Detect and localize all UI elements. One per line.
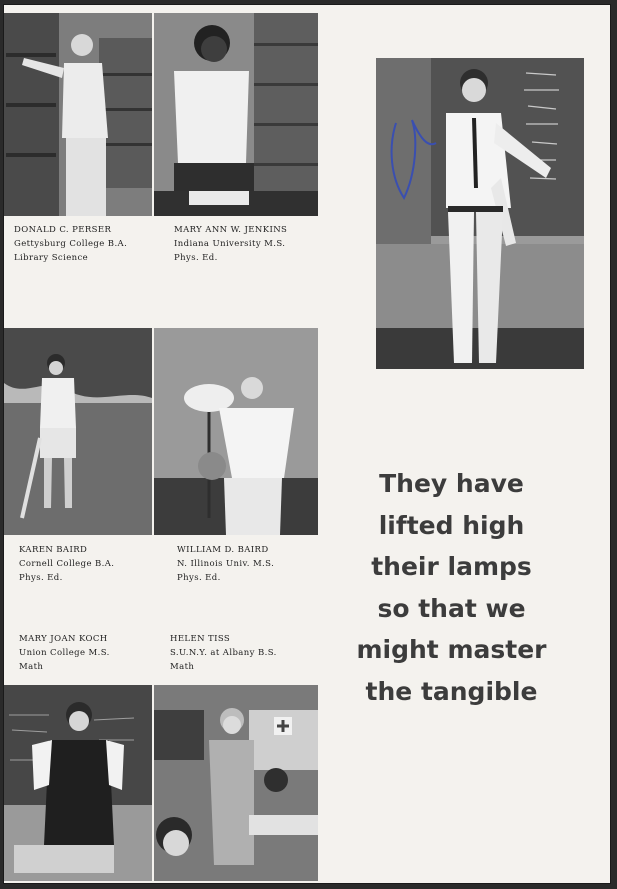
faculty-subject: Library Science — [14, 253, 89, 263]
quote-text — [344, 463, 559, 712]
faculty-school: Cornell College B.A. — [19, 559, 115, 569]
photo-donald-perser — [4, 13, 152, 216]
photo-karen-baird — [4, 328, 152, 535]
caption-mary-ann-jenkins — [174, 223, 287, 265]
quote-line: their lamps — [371, 552, 532, 581]
faculty-name: MARY JOAN KOCH — [19, 634, 108, 644]
photo-helen-tiss — [154, 685, 318, 881]
faculty-school: Indiana University M.S. — [174, 239, 286, 249]
faculty-subject: Phys. Ed. — [19, 573, 63, 583]
caption-donald-perser — [14, 223, 127, 265]
faculty-name: KAREN BAIRD — [19, 545, 88, 555]
photo-mary-ann-jenkins — [154, 13, 318, 216]
faculty-subject: Phys. Ed. — [177, 573, 221, 583]
quote-line: lifted high — [378, 510, 525, 540]
photo-student-chalkboard — [376, 58, 584, 369]
caption-karen-baird — [19, 543, 114, 585]
faculty-subject: Phys. Ed. — [174, 253, 218, 263]
faculty-subject: Math — [19, 662, 44, 672]
quote-line: They have — [379, 469, 524, 498]
faculty-school: N. Illinois Univ. M.S. — [177, 559, 275, 569]
faculty-name: WILLIAM D. BAIRD — [177, 545, 269, 555]
caption-helen-tiss — [170, 632, 277, 674]
caption-william-baird — [177, 543, 274, 585]
yearbook-page — [3, 4, 611, 884]
quote-line: the tangible — [365, 676, 538, 706]
photo-mary-joan-koch — [4, 685, 152, 881]
faculty-school: Gettysburg College B.A. — [14, 239, 128, 249]
quote-line: might master — [356, 635, 547, 664]
faculty-school: Union College M.S. — [19, 648, 110, 658]
quote-line: so that we — [377, 593, 526, 623]
photo-william-baird — [154, 328, 318, 535]
faculty-name: MARY ANN W. JENKINS — [174, 225, 288, 235]
faculty-subject: Math — [170, 662, 195, 672]
faculty-name: HELEN TISS — [170, 634, 231, 644]
faculty-name: DONALD C. PERSER — [14, 225, 112, 235]
faculty-school: S.U.N.Y. at Albany B.S. — [170, 648, 277, 658]
caption-mary-joan-koch — [19, 632, 110, 674]
